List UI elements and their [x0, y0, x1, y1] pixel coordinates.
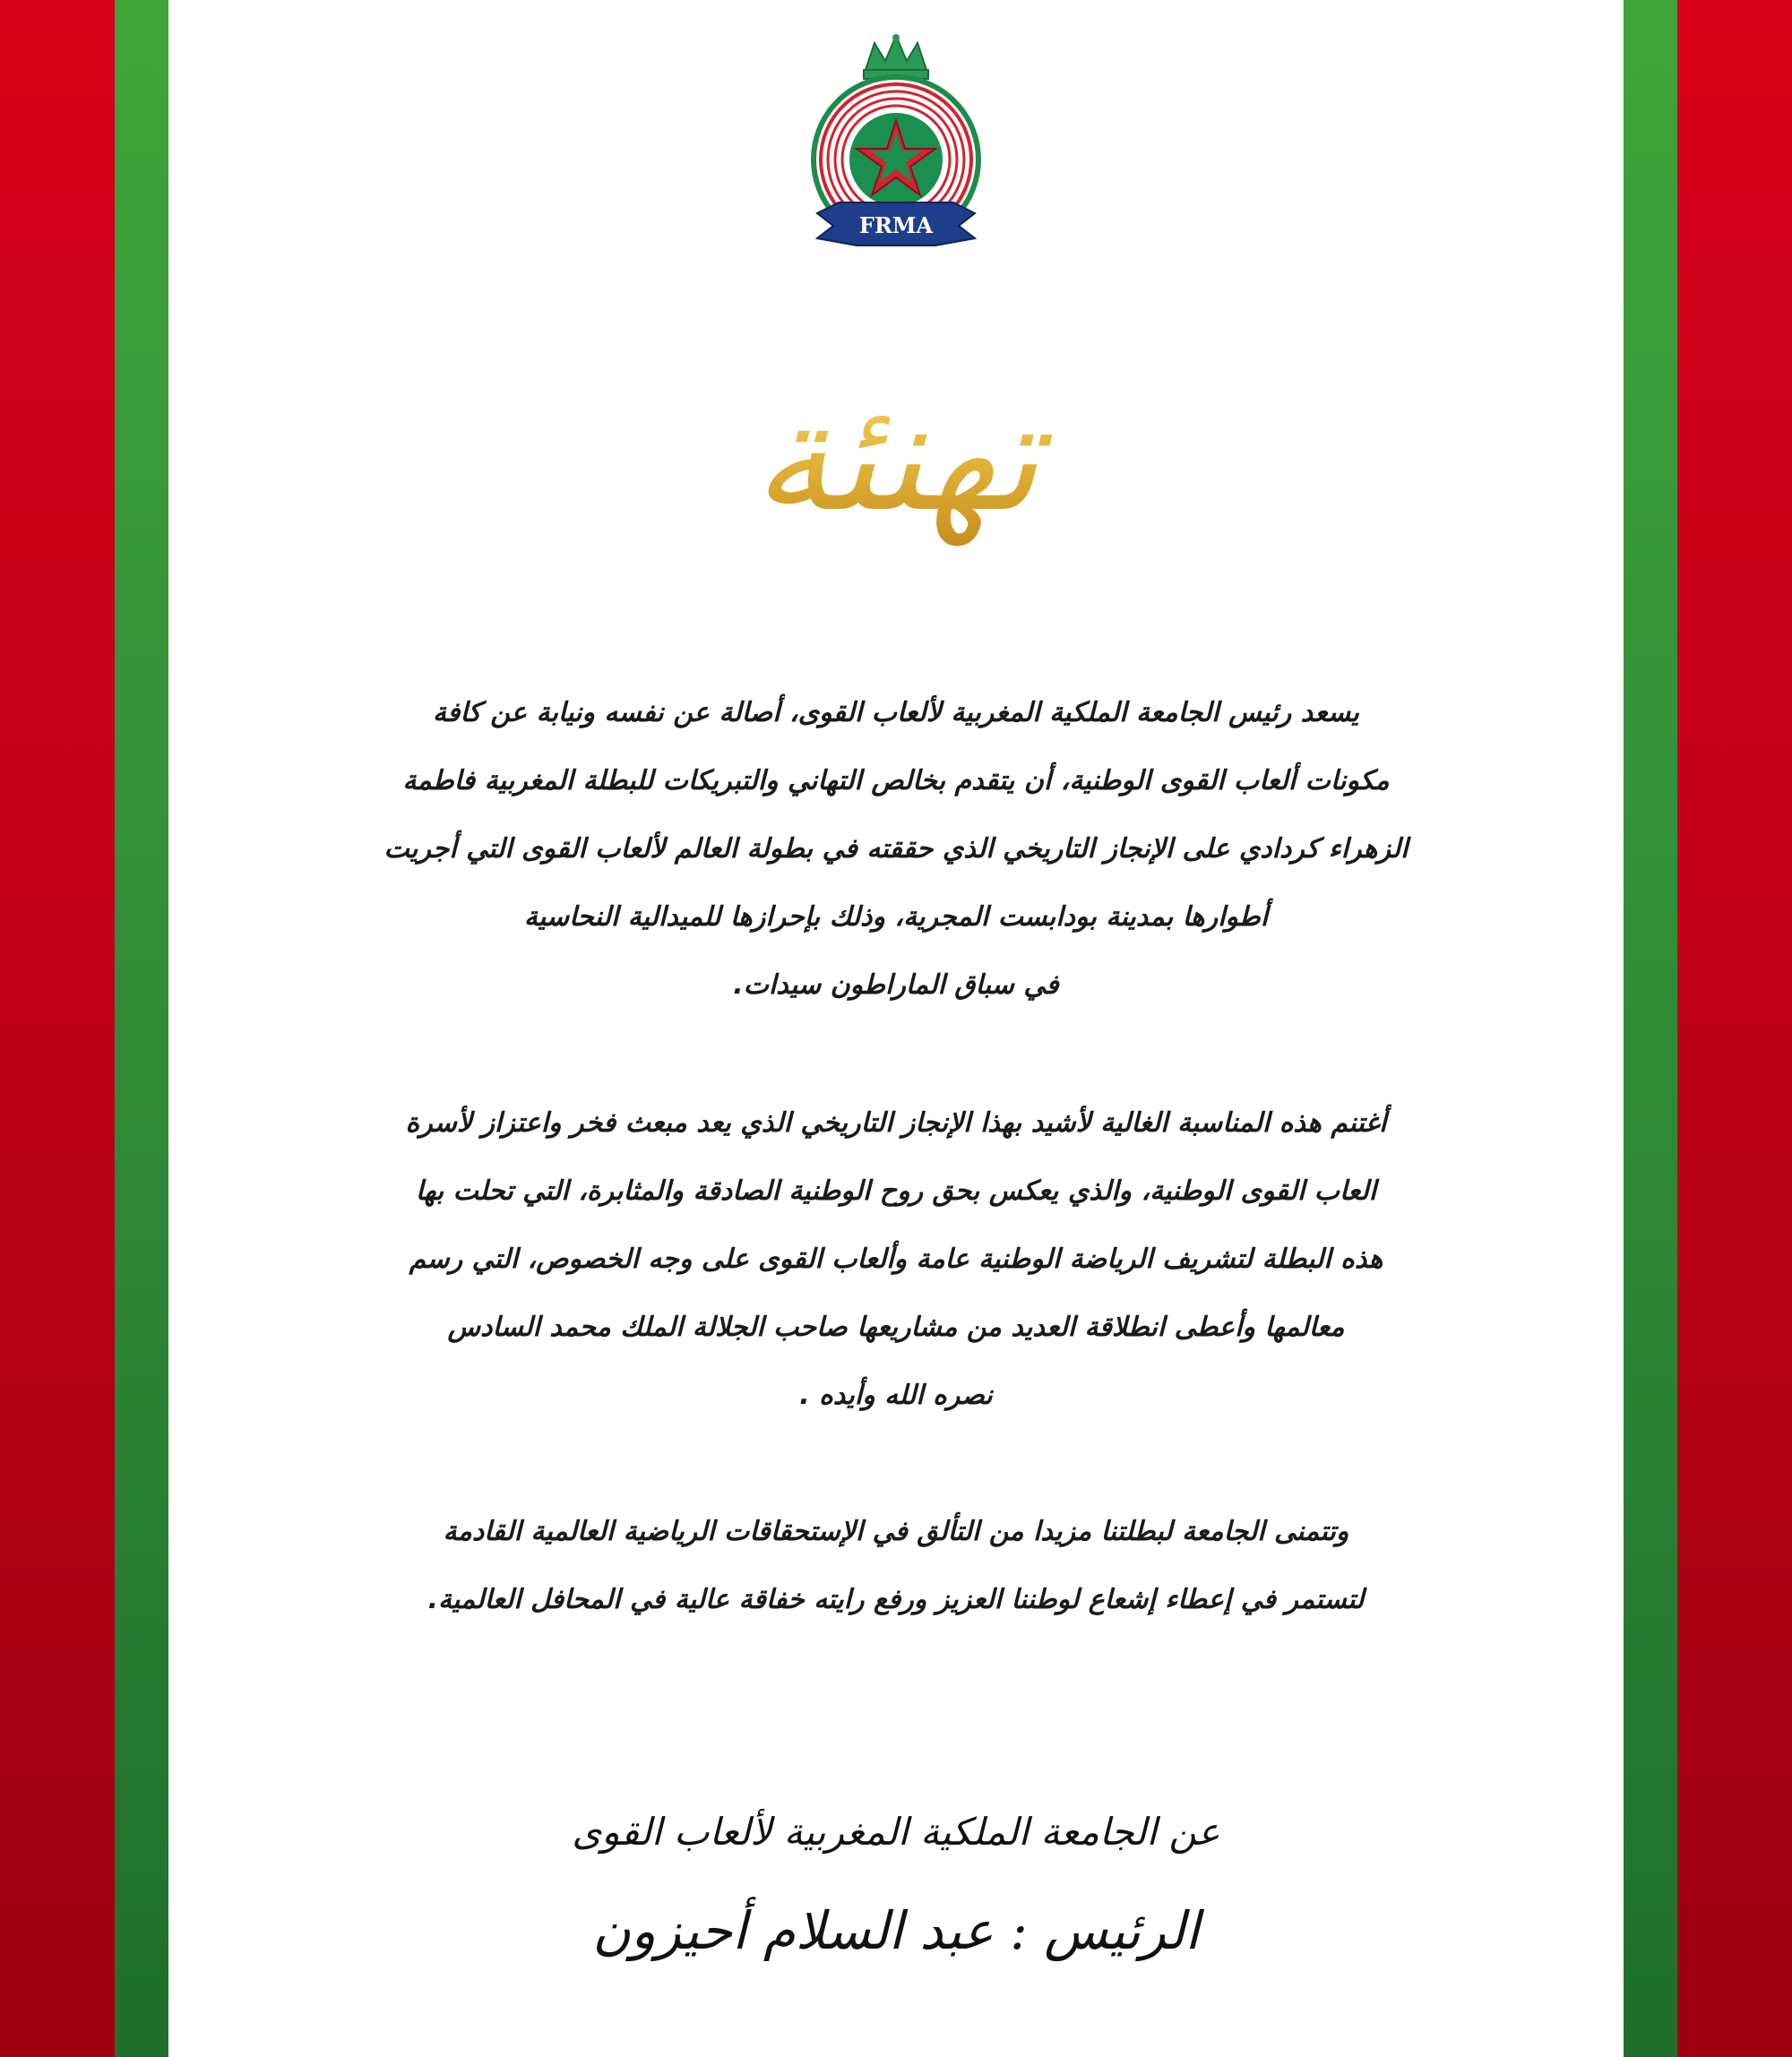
paragraph-2-line: نصره الله وأيده . — [799, 1380, 993, 1411]
paragraph-3-line: وتتمنى الجامعة لبطلتنا مزيدا من التألق في الإستحقاقات الرياضية العالمية القادمة — [443, 1516, 1349, 1547]
left-green-border — [115, 0, 168, 2057]
paragraph-2 — [269, 1089, 1523, 1430]
paragraph-1-line: يسعد رئيس الجامعة الملكية المغربية لألعاب القوى، أصالة عن نفسه ونيابة عن كافة — [433, 697, 1359, 728]
paragraph-3 — [269, 1498, 1523, 1634]
right-red-border — [1677, 0, 1792, 2057]
paragraph-1-line: في سباق الماراطون سيدات. — [733, 969, 1059, 1001]
right-green-border — [1624, 0, 1677, 2057]
left-red-border — [0, 0, 115, 2057]
paragraph-3-line: لتستمر في إعطاء إشعاع لوطننا العزيز ورفع رايته خفاقة عالية في المحافل العالمية. — [427, 1584, 1365, 1615]
crown-icon — [864, 34, 928, 79]
paragraph-2-line: معالمها وأعطى انطلاقة العديد من مشاريعها صاحب الجلالة الملك محمد السادس — [447, 1312, 1345, 1343]
paragraph-2-line: أغتنم هذه المناسبة الغالية لأشيد بهذا الإنجاز التاريخي الذي يعد مبعث فخر واعتزاز لأسرة — [405, 1107, 1387, 1139]
signature-president: الرئيس : عبد السلام أحيزون — [592, 1900, 1200, 1961]
paragraph-2-line: هذه البطلة لتشريف الرياضة الوطنية عامة وألعاب القوى على وجه الخصوص، التي رسم — [409, 1244, 1383, 1275]
frma-logo — [792, 34, 1000, 260]
paragraph-1-line: مكونات ألعاب القوى الوطنية، أن يتقدم بخالص التهاني والتبريكات للبطلة المغربية فاطمة — [402, 765, 1390, 796]
paragraph-2-line: العاب القوى الوطنية، والذي يعكس بحق روح الوطنية الصادقة والمثابرة، التي تحلت بها — [415, 1175, 1377, 1207]
paragraph-1-line: أطوارها بمدينة بودابست المجرية، وذلك بإحرازها للميدالية النحاسية — [523, 901, 1269, 933]
congratulations-title: تهنئة — [735, 358, 1057, 555]
paragraph-1-line: الزهراء كردادي على الإنجاز التاريخي الذي حققته في بطولة العالم لألعاب القوى التي أجريت — [383, 833, 1409, 865]
signature-organization: عن الجامعة الملكية المغربية لألعاب القوى — [572, 1810, 1220, 1854]
paragraph-1 — [269, 679, 1523, 1020]
frma-emblem-icon — [792, 34, 1000, 260]
logo-initials: FRMA — [858, 212, 934, 238]
